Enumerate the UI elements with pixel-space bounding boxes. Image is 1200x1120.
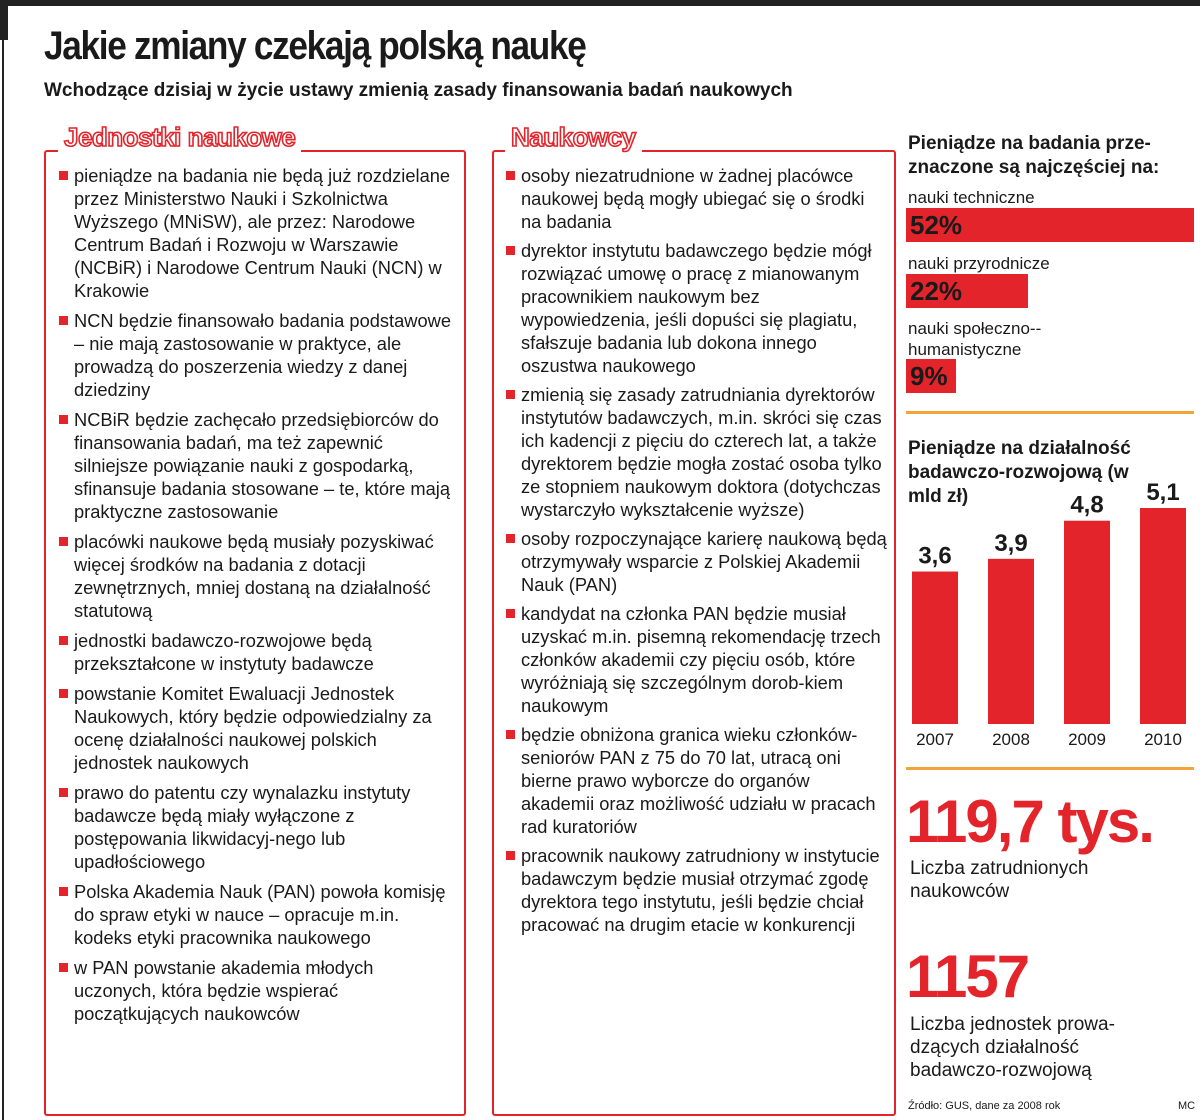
vbar-category-label: 2010 — [1144, 730, 1182, 749]
units-stat-value: 1157 — [906, 943, 1029, 1010]
list-item: będzie obniżona granica wieku członków-seniorów PAN z 75 do 70 lat, utracą oni bierne prawo wyborcze do organów akademii oraz możliwość udziału w pracach rad kuratoriów — [505, 723, 887, 838]
list-item: powstanie Komitet Ewaluacji Jednostek Naukowych, który będzie odpowiedzialny za ocenę działalności naukowej polskich jednostek naukowych — [58, 682, 454, 774]
vbar-bar-2009 — [1064, 521, 1110, 724]
list-item: prawo do patentu czy wynalazku instytuty badawcze będą miały wyłączone z postępowania likwidacyj-nego lub upadłościowego — [58, 781, 454, 873]
left-section-heading: Jednostki naukowe — [58, 122, 301, 153]
section-separator — [906, 767, 1194, 770]
section-separator — [906, 411, 1194, 414]
hbar-category-label: nauki przyrodnicze — [908, 254, 1050, 273]
list-item: jednostki badawczo-rozwojowe będą przekształcone w instytuty badawcze — [58, 629, 454, 675]
vbar-value-label: 5,1 — [1146, 479, 1180, 506]
list-item: Polska Akademia Nauk (PAN) powoła komisję do spraw etyki w nauce – opracuje m.in. kodeks etyki pracownika naukowego — [58, 880, 454, 949]
vbar-bar-2007 — [912, 572, 958, 724]
list-item: osoby rozpoczynające karierę naukową będą otrzymywały wsparcie z Polskiej Akademii Nauk (PAN) — [505, 527, 887, 596]
list-item: w PAN powstanie akademia młodych uczonych, która będzie wspierać początkujących naukowców — [58, 956, 454, 1025]
source-note: Źródło: GUS, dane za 2008 rok — [908, 1100, 1061, 1112]
vbar-value-label: 3,9 — [994, 529, 1028, 557]
vbar-bar-2008 — [988, 559, 1034, 724]
vbar-chart — [906, 480, 1196, 750]
vbar-category-label: 2007 — [916, 730, 954, 749]
vbar-category-label: 2009 — [1068, 730, 1106, 749]
list-item: pieniądze na badania nie będą już rozdzielane przez Ministerstwo Nauki i Szkolnictwa Wyższego (MNiSW), ale przez: Narodowe Centrum Badań i Rozwoju w Warszawie (NCBiR) i Narodowe Centrum Nauki (NCN) w Krakowie — [58, 164, 454, 302]
author-credit: MC — [1178, 1100, 1196, 1112]
hbar-value-label: 22% — [910, 276, 963, 306]
units-stat-caption: Liczba jednostek prowa-dzących działalność badawczo-rozwojową — [910, 1014, 1115, 1081]
vbar-value-label: 4,8 — [1070, 491, 1104, 519]
vbar-value-label: 3,6 — [918, 542, 952, 570]
right-section-heading: Naukowcy — [505, 122, 642, 153]
vbar-chart-title: Pieniądze na działalność badawczo-rozwojową (w mld zł) — [908, 438, 1131, 507]
top-rule — [0, 0, 1200, 8]
page-subtitle: Wchodzące dzisiaj w życie ustawy zmienią zasady finansowania badań naukowych — [44, 80, 793, 101]
list-item: placówki naukowe będą musiały pozyskiwać więcej środków na badania z dotacji zewnętrznych, mniej dostaną na działalność statutową — [58, 530, 454, 622]
page-title: Jakie zmiany czekają polską naukę — [44, 24, 586, 68]
hbar-chart-title: Pieniądze na badania prze-znaczone są najczęściej na: — [908, 133, 1160, 178]
vbar-category-label: 2008 — [992, 730, 1030, 749]
hbar-value-label: 52% — [910, 210, 963, 240]
list-item: dyrektor instytutu badawczego będzie mógł rozwiązać umowę o pracę z mianowanym pracownikiem naukowym bez wypowiedzenia, jeśli dopuści się plagiatu, sfałszuje badania lub dokona innego oszustwa naukowego — [505, 239, 887, 377]
left-section-list — [58, 164, 454, 1032]
list-item: NCBiR będzie zachęcało przedsiębiorców do finansowania badań, ma też zapewnić silniejsze powiązanie nauki z gospodarką, sfinansuje badania stosowane – te, które mają praktyczne zastosowanie — [58, 408, 454, 523]
hbar-value-label: 9% — [910, 361, 948, 391]
employees-stat-value: 119,7 tys. — [906, 788, 1153, 855]
left-rule — [2, 40, 4, 1120]
right-section-list — [505, 164, 887, 942]
list-item: NCN będzie finansowało badania podstawowe – nie mają zastosowanie w praktyce, ale prowadzą do poszerzenia wiedzy z danej dziedziny — [58, 309, 454, 401]
vbar-bar-2010 — [1140, 508, 1186, 724]
list-item: osoby niezatrudnione w żadnej placówce naukowej będą mogły ubiegać się o środki na badania — [505, 164, 887, 233]
hbar-category-label: nauki społeczno--humanistyczne — [908, 319, 1042, 359]
hbar-category-label: nauki techniczne — [908, 188, 1035, 207]
list-item: pracownik naukowy zatrudniony w instytucie badawczym będzie musiał otrzymać zgodę dyrektora tego instytutu, jeśli będzie chciał pracować na drugim etacie w konkurencji — [505, 844, 887, 936]
list-item: zmienią się zasady zatrudniania dyrektorów instytutów badawczych, m.in. skróci się czas ich kadencji z pięciu do czterech lat, a także dyrektorem będzie mogła zostać osoba tylko ze stopniem naukowym doktora (dotychczas wystarczyło wykształcenie wyższe) — [505, 383, 887, 521]
employees-stat-caption: Liczba zatrudnionych naukowców — [910, 858, 1089, 902]
list-item: kandydat na członka PAN będzie musiał uzyskać m.in. pisemną rekomendację trzech członków akademii czy pięciu osób, które wyróżniają się szczególnym dorob-kiem naukowym — [505, 602, 887, 717]
